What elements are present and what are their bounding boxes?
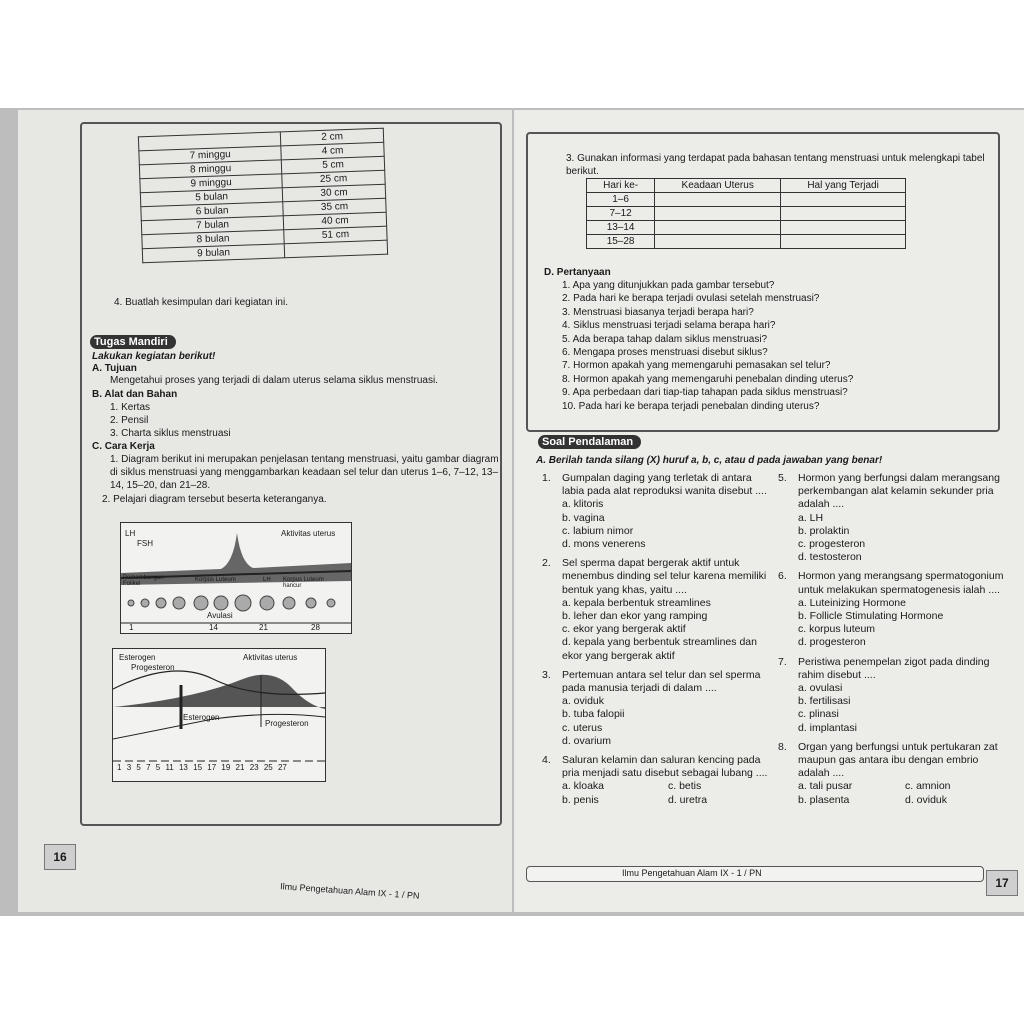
age-cell: 5 bulan — [140, 188, 283, 207]
answer-option[interactable]: b. tuba falopii — [562, 708, 625, 721]
day-21-label: 21 — [259, 623, 268, 632]
table-row — [587, 235, 906, 249]
uterus-activity-label-2: Aktivitas uterus — [243, 653, 298, 662]
day-tick-label: 11 — [165, 763, 174, 772]
question-item: 2. Pada hari ke berapa terjadi ovulasi setelah menstruasi? — [562, 293, 820, 305]
question-number: 5. — [778, 472, 787, 484]
fsh-label: FSH — [137, 539, 153, 548]
day-tick-label: 23 — [249, 763, 259, 772]
mc-question — [542, 557, 774, 663]
question-number: 4. — [542, 754, 551, 767]
row-days: 15–28 — [587, 235, 655, 249]
soal-pendalaman-title: Soal Pendalaman — [538, 435, 641, 449]
question-item: 1. Apa yang ditunjukkan pada gambar tersebut? — [562, 280, 775, 291]
question-text: Hormon yang berfungsi dalam merangsang perkembangan alat kelamin sekunder pria adalah .... — [798, 472, 1000, 511]
question-text: Saluran kelamin dan saluran kencing pada pria menjadi satu disebut sebagai lubang .... — [562, 754, 768, 780]
answer-option[interactable]: a. tali pusar — [798, 780, 853, 793]
page-number-16: 16 — [44, 844, 76, 870]
answer-option[interactable]: d. mons venerens — [562, 538, 646, 551]
day-tick-label: 21 — [235, 763, 245, 772]
answer-option[interactable]: d. oviduk — [905, 793, 948, 806]
header-hari: Hari ke- — [587, 179, 655, 193]
size-cell: 2 cm — [281, 128, 384, 146]
empty-cell — [781, 193, 906, 207]
left-page — [18, 110, 512, 912]
table-row — [587, 193, 906, 207]
header-keadaan: Keadaan Uterus — [655, 179, 781, 193]
empty-cell — [655, 207, 781, 221]
answer-option[interactable]: b. fertilisasi — [798, 695, 851, 708]
question-item: 10. Pada hari ke berapa terjadi penebalan dinding uterus? — [562, 400, 820, 412]
tujuan-heading: A. Tujuan — [92, 363, 137, 374]
empty-cell — [781, 221, 906, 235]
pertanyaan-heading: D. Pertanyaan — [544, 267, 611, 278]
question-text: Organ yang berfungsi untuk pertukaran zat maupun gas antara ibu dengan embrio adalah .... — [798, 740, 998, 780]
cara-kerja-1: 1. Diagram berikut ini merupakan penjelasan tentang menstruasi, yaitu gambar diagram di siklus menstruasi yang menggambarkan keadaan sel telur dan uterus 1–6, 7–12, 13–14, 15–20, dan 21–28. — [110, 454, 499, 491]
age-cell: 7 bulan — [141, 216, 284, 235]
answer-option[interactable]: d. kepala yang berbentuk streamlines dan ekor yang bergerak aktif — [562, 636, 757, 662]
answer-option[interactable]: d. ovarium — [562, 734, 612, 747]
uterus-activity-label: Aktivitas uterus — [281, 529, 336, 538]
answer-option[interactable]: b. vagina — [562, 511, 605, 524]
question-item: 8. Hormon apakah yang memengaruhi penebalan dinding uterus? — [562, 373, 854, 385]
answer-option[interactable]: c. plinasi — [798, 708, 839, 721]
age-cell: 8 minggu — [139, 160, 282, 179]
size-cell: 4 cm — [281, 142, 384, 160]
empty-cell — [655, 235, 781, 249]
answer-option[interactable]: d. progesteron — [798, 636, 866, 649]
question-number: 2. — [542, 557, 551, 570]
korpus-label: Korpus Luteum — [195, 577, 236, 583]
size-cell: 35 cm — [283, 198, 386, 216]
estrogen-label: Esterogen — [119, 653, 156, 662]
day-tick-label: 13 — [178, 763, 188, 772]
age-cell: 6 bulan — [141, 202, 284, 221]
answer-option[interactable]: a. LH — [798, 511, 824, 524]
question-number: 3. — [542, 668, 551, 681]
question-number: 1. — [542, 472, 551, 484]
page-number-17: 17 — [986, 870, 1018, 896]
question-item: 6. Mengapa proses menstruasi disebut siklus? — [562, 347, 768, 359]
soal-pendalaman-badge — [538, 432, 641, 450]
header-hal: Hal yang Terjadi — [781, 179, 906, 193]
ovarian-cycle-diagram — [120, 522, 352, 634]
question-item: 4. Siklus menstruasi terjadi selama berapa hari? — [562, 320, 776, 332]
empty-cell — [655, 193, 781, 207]
question-3-text: 3. Gunakan informasi yang terdapat pada bahasan tentang menstruasi untuk melengkapi tabel berikut. — [566, 153, 985, 177]
question-item: 3. Menstruasi biasanya terjadi berapa hari? — [562, 306, 754, 318]
answer-option[interactable]: b. prolaktin — [798, 524, 850, 537]
answer-option[interactable]: b. leher dan ekor yang ramping — [562, 610, 708, 623]
mc-question — [778, 741, 1012, 807]
progesterone-area — [113, 675, 325, 709]
day-1-label: 1 — [129, 623, 134, 632]
instruction: Lakukan kegiatan berikut! — [92, 351, 216, 362]
day-tick-label: 25 — [263, 763, 273, 772]
answer-option[interactable]: a. kepala berbentuk streamlines — [562, 596, 711, 609]
hormone-uterus-diagram — [112, 648, 326, 782]
progesterone-label-2: Progesteron — [265, 719, 309, 728]
question-text: Peristiwa penempelan zigot pada dinding rahim disebut .... — [798, 655, 990, 681]
mc-question — [542, 472, 774, 551]
follicle-label: Perkembangan Folikel — [123, 575, 164, 587]
row-days: 13–14 — [587, 221, 655, 235]
age-cell: 7 minggu — [139, 146, 282, 165]
ovulation-label: Avulasi — [207, 611, 233, 620]
day-14-label: 14 — [209, 623, 218, 632]
answer-option[interactable]: b. plasenta — [798, 793, 850, 806]
cara-kerja-2: 2. Pelajari diagram tersebut beserta keteranganya. — [102, 494, 327, 505]
answer-option[interactable]: c. amnion — [905, 780, 951, 793]
answer-option[interactable]: c. ekor yang bergerak aktif — [562, 623, 686, 636]
mc-column-1 — [542, 472, 774, 813]
day-ticks — [117, 763, 287, 772]
progesterone-label: Progesteron — [131, 663, 175, 672]
age-cell: 9 minggu — [140, 174, 283, 193]
question-item: 9. Apa perbedaan dari tiap-tiap tahapan pada siklus menstruasi? — [562, 387, 848, 399]
empty-cell — [655, 221, 781, 235]
korpus-hancur-label: Korpus Luteum hancur — [283, 577, 324, 589]
right-page — [514, 110, 1024, 912]
question-text: Gumpalan daging yang terletak di antara labia pada alat reproduksi wanita disebut .... — [562, 472, 767, 498]
table-row — [587, 207, 906, 221]
row-days: 1–6 — [587, 193, 655, 207]
day-tick-label: 7 — [146, 763, 151, 772]
answer-option[interactable]: a. klitoris — [562, 498, 604, 511]
age-cell: 9 bulan — [142, 244, 285, 263]
answer-option[interactable]: d. uretra — [668, 793, 708, 806]
step-4: 4. Buatlah kesimpulan dari kegiatan ini. — [114, 297, 288, 308]
alat-item-3: 3. Charta siklus menstruasi — [110, 428, 231, 439]
question-number: 6. — [778, 570, 787, 583]
age-cell: 8 bulan — [142, 230, 285, 249]
empty-cell — [781, 207, 906, 221]
answer-option[interactable]: c. progesteron — [798, 538, 866, 551]
answer-option[interactable]: a. oviduk — [562, 695, 605, 708]
answer-option[interactable]: b. Follicle Stimulating Hormone — [798, 610, 944, 623]
mc-column-2 — [778, 472, 1012, 813]
table-row — [587, 221, 906, 235]
answer-option[interactable]: c. labium nimor — [562, 524, 634, 537]
footer-left: Ilmu Pengetahuan Alam IX - 1 / PN — [279, 881, 420, 901]
day-tick-label: 15 — [193, 763, 203, 772]
follicle-row — [128, 595, 335, 611]
question-text: Sel sperma dapat bergerak aktif untuk menembus dinding sel telur karena memiliki bentuk yang khas, yaitu .... — [562, 557, 767, 596]
answer-option[interactable]: a. Luteinizing Hormone — [798, 596, 906, 609]
growth-table — [138, 128, 388, 264]
tujuan-text: Mengetahui proses yang terjadi di dalam uterus selama siklus menstruasi. — [110, 375, 438, 386]
lh2-label: LH — [263, 577, 271, 583]
mc-question — [542, 669, 774, 748]
question-number: 8. — [778, 740, 787, 753]
answer-option[interactable]: d. implantasi — [798, 721, 857, 734]
question-text: Pertemuan antara sel telur dan sel sperma pada manusia terjadi di dalam .... — [562, 668, 761, 695]
answer-option[interactable]: c. uterus — [562, 721, 603, 734]
mc-question — [542, 754, 774, 807]
day-tick-label: 3 — [126, 763, 132, 772]
estrogen-label-2: Esterogen — [183, 713, 220, 722]
size-cell: 25 cm — [282, 170, 385, 188]
alat-heading: B. Alat dan Bahan — [92, 389, 178, 400]
day-tick-label: 27 — [277, 763, 287, 772]
mc-question — [778, 472, 1012, 564]
question-text: Hormon yang merangsang spermatogonium untuk melakukan spermatogenesis ialah .... — [798, 570, 1004, 596]
day-tick-label: 5 — [155, 763, 161, 772]
menstruation-table — [586, 178, 906, 249]
size-cell: 40 cm — [283, 212, 386, 230]
alat-item-1: 1. Kertas — [110, 402, 151, 413]
footer-right: Ilmu Pengetahuan Alam IX - 1 / PN — [622, 868, 762, 878]
answer-option[interactable]: c. korpus luteum — [798, 623, 876, 636]
cara-kerja-heading: C. Cara Kerja — [92, 441, 155, 452]
day-tick-label: 19 — [221, 763, 231, 772]
tugas-mandiri-badge — [90, 332, 176, 350]
day-28-label: 28 — [311, 623, 320, 632]
question-item: 7. Hormon apakah yang memengaruhi pemasakan sel telur? — [562, 360, 831, 372]
row-days: 7–12 — [587, 207, 655, 221]
table-header-row — [587, 179, 906, 193]
question-number: 7. — [778, 655, 787, 668]
tugas-mandiri-title: Tugas Mandiri — [90, 335, 176, 349]
alat-item-2: 2. Pensil — [110, 415, 149, 426]
size-cell: 30 cm — [282, 184, 385, 202]
answer-option[interactable]: a. kloaka — [562, 780, 605, 793]
size-cell: 51 cm — [284, 226, 387, 244]
day-tick-label: 17 — [207, 763, 217, 772]
empty-cell — [781, 235, 906, 249]
answer-option[interactable]: b. penis — [562, 793, 599, 806]
size-cell — [284, 240, 387, 258]
day-tick-label: 5 — [136, 763, 141, 772]
mc-instruction: A. Berilah tanda silang (X) huruf a, b, c, atau d pada jawaban yang benar! — [536, 455, 883, 466]
size-cell: 5 cm — [281, 156, 384, 174]
lh-label: LH — [125, 529, 136, 538]
answer-option[interactable]: c. betis — [668, 780, 702, 793]
question-item: 5. Ada berapa tahap dalam siklus menstruasi? — [562, 333, 768, 345]
mc-question — [778, 656, 1012, 735]
question-list — [562, 279, 992, 413]
mc-question — [778, 570, 1012, 649]
answer-option[interactable]: a. ovulasi — [798, 682, 843, 695]
answer-option[interactable]: d. testosteron — [798, 551, 862, 564]
day-tick-label: 1 — [117, 763, 122, 772]
